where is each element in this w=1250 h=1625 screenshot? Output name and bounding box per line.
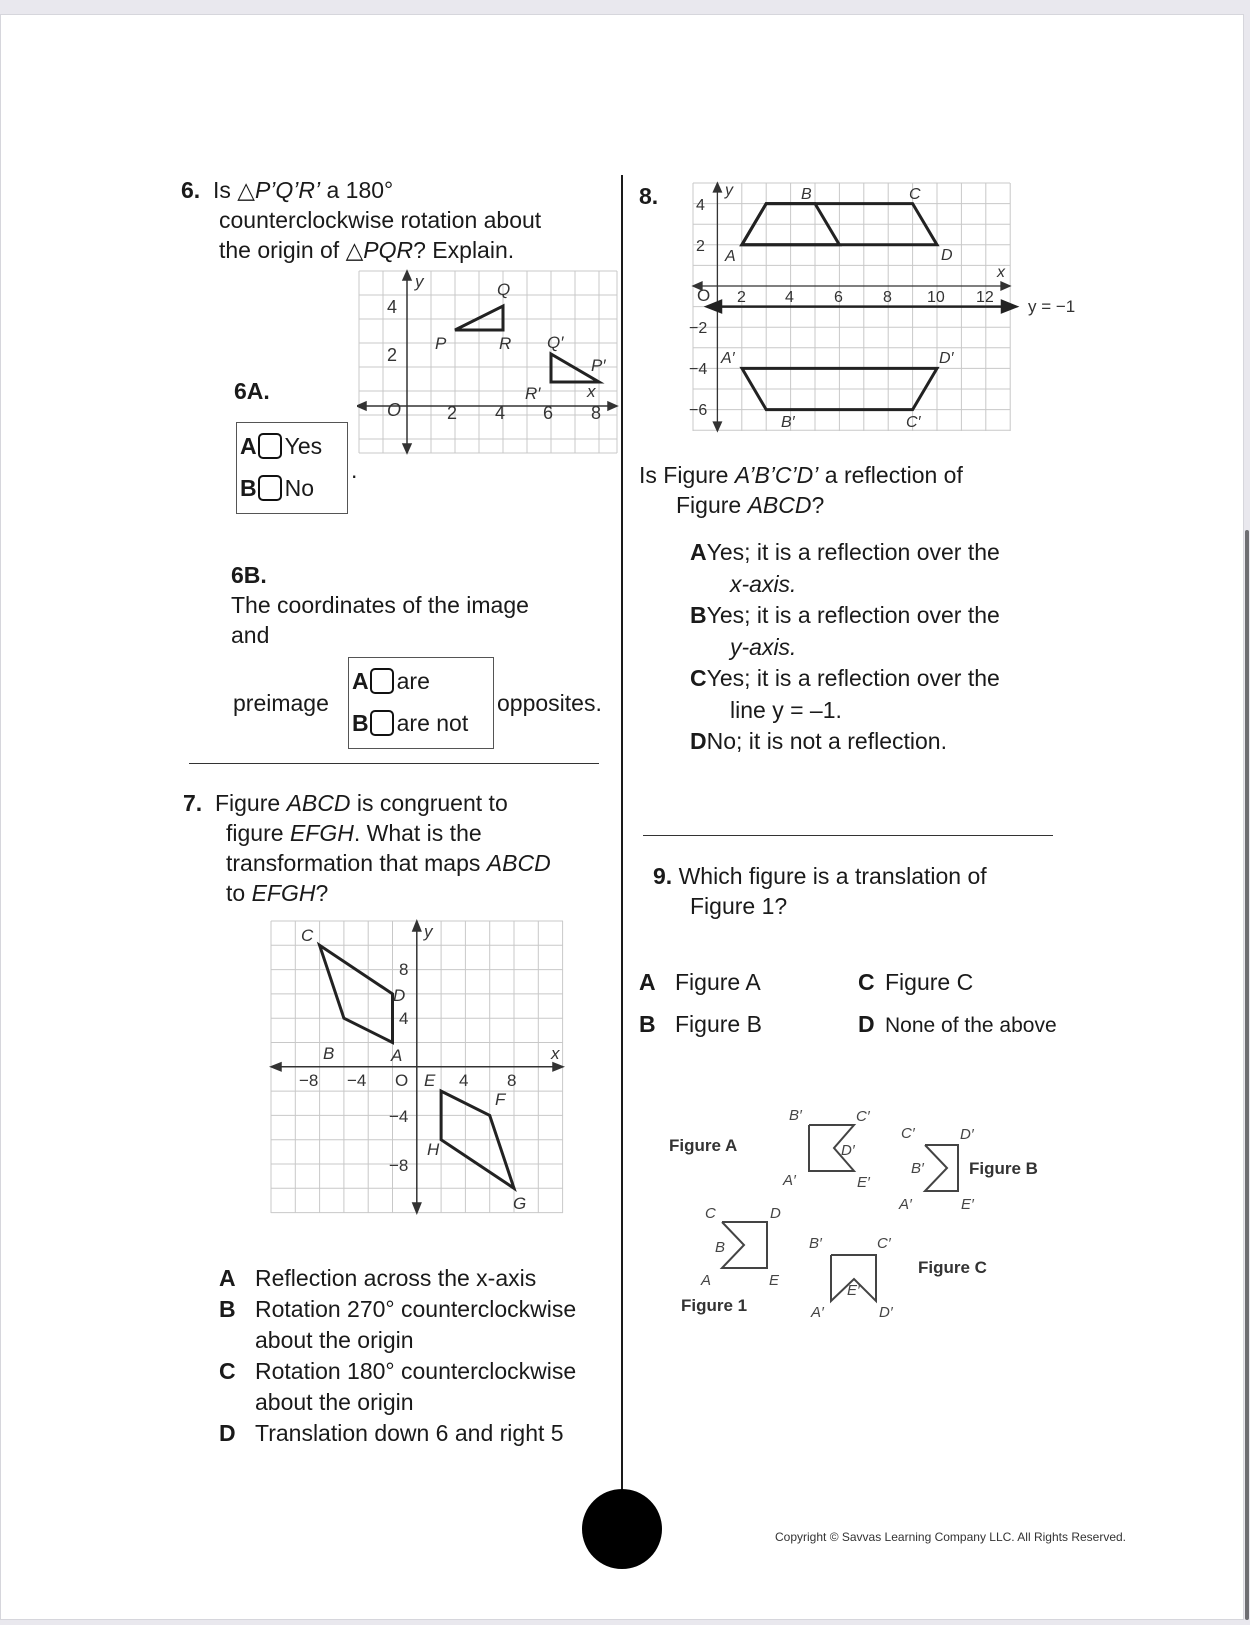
q9-prompt: 9. Which figure is a translation of Figure 1? [653, 863, 987, 919]
q8-option-d[interactable]: DNo; it is not a reflection. [690, 728, 947, 754]
svg-text:4: 4 [399, 1009, 409, 1028]
svg-text:8: 8 [507, 1071, 517, 1090]
svg-text:−8: −8 [389, 1156, 409, 1175]
svg-text:6: 6 [834, 289, 843, 306]
svg-text:E′: E′ [961, 1196, 974, 1213]
q6b-checkbox-a[interactable] [370, 668, 394, 694]
svg-text:D′: D′ [879, 1304, 893, 1321]
q6b-checkbox-b[interactable] [370, 710, 394, 736]
q6a-checkbox-b[interactable] [258, 475, 282, 501]
q6a-choice-box [236, 422, 348, 514]
svg-text:C′: C′ [906, 414, 921, 431]
q8-option-c[interactable]: CYes; it is a reflection over the [690, 665, 1000, 691]
svg-text:E: E [769, 1272, 780, 1289]
svg-text:O: O [395, 1071, 409, 1090]
q7-prompt: 7. Figure ABCD is congruent to figure EFGH. What is the transformation that maps ABCD to EFGH? [183, 790, 551, 906]
svg-text:4: 4 [696, 197, 705, 214]
svg-text:Q: Q [497, 280, 511, 299]
svg-text:4: 4 [459, 1071, 469, 1090]
q8-options: AYes; it is a reflection over the x-axis. BYes; it is a reflection over the y-axis. CYes; it is a reflection over the line y = –1. DNo; it is not a reflection. [690, 537, 1000, 758]
svg-text:D′: D′ [841, 1142, 855, 1159]
line-y-minus-1-label: y = −1 [1028, 297, 1076, 316]
q7-option-a[interactable]: A Reflection across the x-axis [219, 1265, 537, 1291]
svg-text:G: G [513, 1194, 527, 1213]
svg-text:R: R [499, 334, 512, 353]
svg-text:B′: B′ [789, 1107, 802, 1124]
svg-text:B′: B′ [809, 1235, 822, 1252]
svg-text:C′: C′ [877, 1235, 891, 1252]
svg-text:C: C [909, 186, 921, 203]
svg-text:B′: B′ [911, 1160, 924, 1177]
svg-text:A: A [725, 248, 736, 265]
svg-text:4: 4 [785, 289, 794, 306]
q8-option-a[interactable]: AYes; it is a reflection over the [690, 539, 1000, 565]
q6-prompt: 6. Is △P’Q’R’ a 180° counterclockwise rotation about the origin of △PQR? Explain. [181, 177, 542, 263]
svg-text:8: 8 [399, 960, 409, 979]
svg-text:C′: C′ [901, 1125, 915, 1142]
q6b-choice-box [348, 657, 494, 749]
svg-text:8: 8 [883, 289, 892, 306]
svg-text:C′: C′ [856, 1108, 870, 1125]
q6b-option-b[interactable]: B are not [352, 710, 469, 736]
figure-1-label: Figure 1 [681, 1296, 748, 1315]
svg-text:12: 12 [976, 289, 994, 306]
svg-text:A′: A′ [811, 1304, 824, 1321]
svg-text:E′: E′ [847, 1282, 860, 1299]
svg-text:B: B [801, 186, 812, 203]
svg-text:C: C [301, 926, 314, 945]
svg-text:D: D [941, 247, 953, 264]
svg-text:B: B [323, 1044, 335, 1063]
svg-text:y: y [725, 182, 733, 199]
figure-b-label: Figure B [969, 1159, 1038, 1178]
column-divider [621, 175, 623, 1490]
q8-number: 8. [639, 183, 659, 209]
scrollbar[interactable] [1245, 530, 1249, 1620]
svg-text:A′: A′ [721, 350, 735, 367]
q9-options-left [639, 961, 762, 1045]
svg-text:−2: −2 [689, 320, 708, 337]
svg-text:O: O [697, 286, 711, 305]
svg-text:−4: −4 [689, 361, 708, 378]
figure-a-label: Figure A [669, 1136, 738, 1155]
q9-option-c[interactable]: C Figure C [858, 969, 974, 995]
svg-text:D: D [393, 986, 406, 1005]
svg-text:2: 2 [387, 345, 398, 365]
svg-text:E: E [424, 1071, 436, 1090]
q6-number: 6. [181, 177, 201, 203]
svg-text:−8: −8 [299, 1071, 319, 1090]
svg-text:R′: R′ [525, 384, 541, 403]
svg-text:8: 8 [591, 403, 602, 423]
svg-text:10: 10 [927, 289, 945, 306]
svg-text:−6: −6 [689, 402, 708, 419]
svg-text:2: 2 [447, 403, 458, 423]
svg-text:x: x [551, 1044, 560, 1063]
svg-text:−4: −4 [389, 1107, 409, 1126]
page-bullet-dot [582, 1489, 662, 1569]
q9-figures [661, 1105, 1081, 1335]
svg-text:4: 4 [387, 297, 398, 317]
svg-text:6: 6 [543, 403, 554, 423]
svg-text:B′: B′ [781, 414, 795, 431]
q7-option-c[interactable]: C Rotation 180° counterclockwise [219, 1358, 577, 1384]
section-divider [643, 835, 1053, 836]
svg-text:Q′: Q′ [547, 333, 564, 352]
q6b-prompt: 6B. The coordinates of the image and [231, 562, 529, 648]
q6a-checkbox-a[interactable] [258, 433, 282, 459]
svg-text:A: A [701, 1272, 712, 1289]
svg-text:x: x [997, 264, 1005, 281]
q8-prompt: Is Figure A’B’C’D’ a reflection of Figure ABCD? [639, 462, 963, 518]
q8-option-b[interactable]: BYes; it is a reflection over the [690, 602, 1000, 628]
q6a-option-a[interactable]: A Yes [240, 433, 323, 459]
q8-coordinate-graph [681, 171, 1101, 433]
q9-option-b[interactable]: B Figure B [639, 1011, 762, 1037]
q7-option-b[interactable]: B Rotation 270° counterclockwise [219, 1296, 577, 1322]
svg-text:−4: −4 [347, 1071, 367, 1090]
svg-text:P′: P′ [591, 356, 606, 375]
svg-text:y: y [415, 272, 424, 291]
svg-text:O: O [387, 400, 402, 420]
worksheet-page: 6. Is △P’Q’R’ a 180° counterclockwise rotation about the origin of △PQR? Explain. y x O Q P R Q′ P′ R′ 2 4 6 8 4 2 6A. A Yes B No . 6B. The coordinates of the image and preimage A are B are not opposites. 7. Figure ABCD is congruent to figure EFGH. What is the transformation that maps ABCD to EFGH? y x C D B A E F H G O −8 −4 4 8 8 4 −4 −8 A Reflection across the x-axis B Rotation 270° counterclockwise about the origin C Rotation 180° counterclockwise about the origin D Translation down 6 and right 5 8. y x B C A D A′ D′ B′ C′ O 2 4 6 8 10 12 4 2 −2 −4 −6 y = −1 Is Figure A’B’C’D’ a reflection of Figure ABCD? AYes; it is a reflection over the x-axis. BYes; it is a reflection over the y-axis. CYes; it is a reflection over the line y = –1. DNo; it is not a reflection. 9. Which figure is a translation of Figure 1? A Figure A B Figure B C Figure C D None of the above B′ C′ D′ A′ E′ C′ D′ B′ A′ E′ C D B A E B′ C′ A′ E′ D′ Figure A Figure B Figure C Figure 1 Copyright © Savvas Learning Company LLC. All Rights Reserved. [0, 14, 1244, 1620]
svg-text:B: B [715, 1239, 726, 1256]
copyright-notice: Copyright © Savvas Learning Company LLC. All Rights Reserved. [775, 1530, 1127, 1544]
q9-option-a[interactable]: A Figure A [639, 969, 761, 995]
svg-text:C: C [705, 1205, 716, 1222]
svg-text:A′: A′ [783, 1172, 796, 1189]
svg-text:P: P [435, 334, 447, 353]
q7-options: A Reflection across the x-axis B Rotation 270° counterclockwise about the origin C Rotation 180° counterclockwise about the origin D Translation down 6 and right 5 [219, 1263, 576, 1449]
q6a-label: 6A. [234, 378, 270, 404]
q6b-option-a[interactable]: A are [352, 668, 430, 694]
svg-text:y: y [424, 922, 433, 941]
svg-text:H: H [427, 1140, 440, 1159]
svg-text:D′: D′ [939, 350, 954, 367]
section-divider [189, 763, 599, 764]
q7-coordinate-graph [269, 919, 565, 1215]
svg-text:x: x [587, 382, 596, 401]
q9-option-d[interactable]: D None of the above [858, 1011, 1057, 1037]
svg-text:D′: D′ [960, 1126, 974, 1143]
figure-c-label: Figure C [918, 1258, 987, 1277]
q9-options-right [858, 961, 1057, 1047]
svg-text:E′: E′ [857, 1174, 870, 1191]
svg-text:4: 4 [495, 403, 506, 423]
svg-text:F: F [495, 1090, 506, 1109]
q6a-option-b[interactable]: B No [240, 475, 315, 501]
svg-text:2: 2 [696, 238, 705, 255]
svg-text:A′: A′ [899, 1196, 912, 1213]
svg-text:2: 2 [737, 289, 746, 306]
q7-option-d[interactable]: D Translation down 6 and right 5 [219, 1420, 564, 1446]
svg-text:A: A [391, 1046, 403, 1065]
q6-coordinate-graph [357, 269, 619, 455]
svg-text:D: D [770, 1205, 781, 1222]
